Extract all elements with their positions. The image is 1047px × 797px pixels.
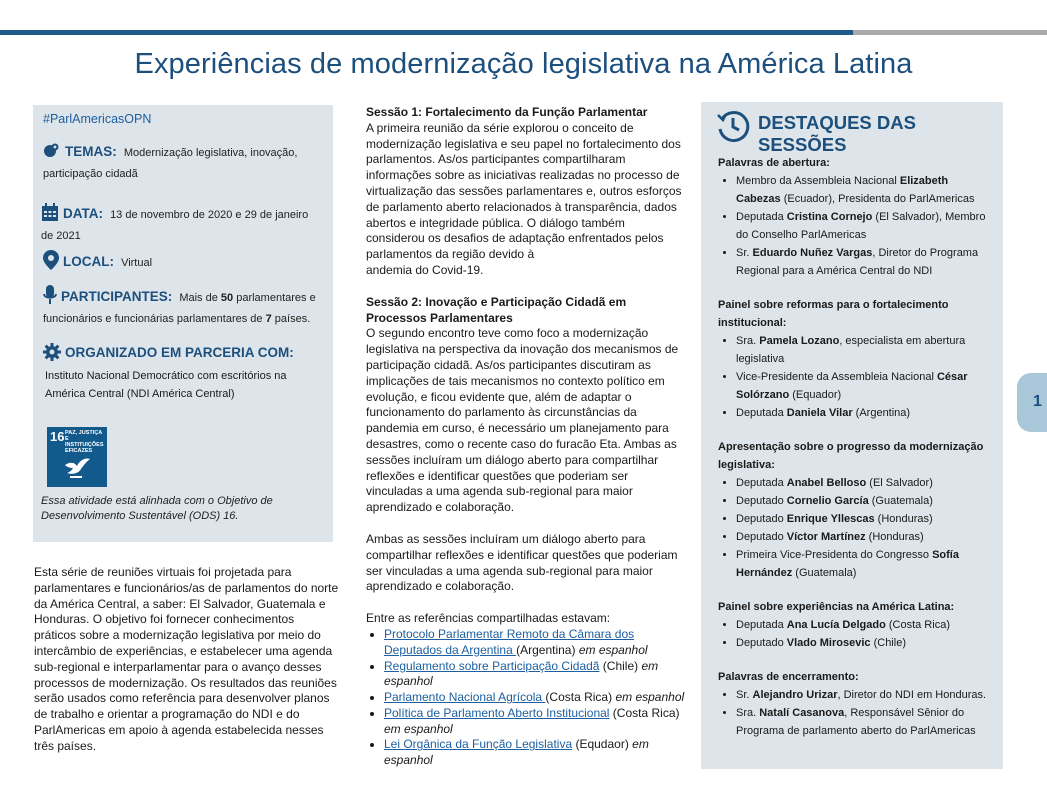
speaker-item: • Deputada Ana Lucía Delgado (Costa Rica) [736, 616, 993, 634]
speaker-item: • Deputado Víctor Martínez (Honduras) [736, 528, 993, 546]
session-2-text: O segundo encontro teve como foco a modernização legislativa na perspectiva da inovação dos mecanismos de participação cidadã. As/os participantes discutiram as implicações de tais mecanismos no contexto político em evolução, e ficou evidente que, além de adaptar o funcionamento do parlamento às circunstâncias da pandemia em curso, é necessário um planejamento para desastres, como o recente caso do furacão Eta. Ambas as sessões incluíram um diálogo aberto para compartilhar reflexões e identificar questões que poderiam ser vinculadas a uma agenda sub-regional para maior aprendizado e colaboração. [366, 326, 679, 515]
sdg-note: Essa atividade está alinhada com o Objetivo de Desenvolvimento Sustentável (ODS) 16. [41, 495, 273, 522]
temas-text-cont: participação cidadã [43, 168, 138, 180]
highlight-list [718, 332, 993, 422]
references-intro: Entre as referências compartilhadas estavam: [366, 611, 611, 626]
speaker-item: • Deputada Anabel Belloso (El Salvador) [736, 474, 993, 492]
shared-dialogue-paragraph: Ambas as sessões incluíram um diálogo aberto para compartilhar reflexões e identificar questões que poderiam ser vinculadas a uma agenda sub-regional para maior aprendizado e colaboração. [366, 531, 678, 594]
org-heading-block [43, 343, 298, 367]
speaker-name: Anabel Belloso [786, 477, 867, 489]
reference-item: • Protocolo Parlamentar Remoto da Câmara dos Deputados da Argentina (Argentina) em espanhol [384, 627, 686, 659]
highlight-section-heading: Palavras de abertura: [718, 157, 830, 169]
speaker-item: • Deputada Cristina Cornejo (El Salvador), Membro do Conselho ParlAmericas [736, 208, 993, 244]
page-number-tab [1017, 373, 1047, 432]
speaker-name: Víctor Martínez [786, 531, 866, 543]
hashtag[interactable]: #ParlAmericasOPN [43, 112, 152, 126]
data-block [41, 203, 331, 245]
speaker-name: Natalí Casanova [759, 707, 845, 719]
highlight-list [718, 172, 993, 280]
data-text: 13 de novembro de 2020 e 29 de janeiro [110, 209, 309, 221]
reference-link[interactable]: Política de Parlamento Aberto Institucional [384, 705, 610, 720]
speaker-name: Eduardo Nuñez Vargas [752, 247, 873, 259]
microphone-icon [43, 285, 57, 311]
countries-count: 7 [265, 313, 272, 325]
speaker-name: Enrique Yllescas [786, 513, 875, 525]
brain-icon [43, 142, 61, 166]
participants-block [43, 285, 328, 328]
reference-link[interactable]: Regulamento sobre Participação Cidadã [384, 658, 600, 673]
org-text: Instituto Nacional Democrático com escritórios na América Central (NDI América Central) [45, 370, 287, 400]
sessions-column [366, 105, 686, 769]
session-highlights-panel [701, 102, 1003, 769]
reference-item: • Política de Parlamento Aberto Institucional (Costa Rica) em espanhol [384, 706, 686, 738]
speaker-item: • Sr. Alejandro Urizar, Diretor do NDI em Honduras. [736, 686, 993, 704]
highlight-list [718, 686, 993, 740]
org-heading: ORGANIZADO EM PARCERIA COM: [65, 345, 294, 360]
top-rule-blue [0, 30, 853, 35]
speaker-item: • Primeira Vice-Presidenta do Congresso Sofía Hernández (Guatemala) [736, 546, 993, 582]
speaker-item: • Deputado Vlado Mirosevic (Chile) [736, 634, 993, 652]
speaker-item: • Sra. Pamela Lozano, especialista em abertura legislativa [736, 332, 993, 368]
clock-icon [716, 109, 750, 148]
dove-icon [61, 451, 93, 483]
temas-block [43, 142, 328, 183]
speaker-name: Vlado Mirosevic [786, 637, 871, 649]
event-info-panel [33, 105, 333, 542]
speaker-name: Pamela Lozano [759, 335, 840, 347]
data-text-cont: de 2021 [41, 230, 81, 242]
references-list [366, 627, 686, 769]
participants-heading: PARTICIPANTES: [61, 289, 173, 304]
participants-text-d: funcionários e funcionárias parlamentares de [43, 313, 263, 325]
speaker-name: César Solórzano [736, 371, 968, 401]
reference-item: • Parlamento Nacional Agrícola (Costa Rica) em espanhol [384, 690, 686, 706]
speaker-item: • Deputado Cornelio García (Guatemala) [736, 492, 993, 510]
highlight-list [718, 616, 993, 652]
page-number: 1 [1033, 393, 1042, 410]
highlight-section-heading: Apresentação sobre o progresso da modernização legislativa: [718, 441, 984, 471]
highlight-section-heading: Palavras de encerramento: [718, 671, 859, 683]
participants-text-a: Mais de [179, 292, 218, 304]
speaker-name: Cornelio García [786, 495, 869, 507]
participants-text-c: parlamentares e [236, 292, 316, 304]
data-heading: DATA: [63, 206, 103, 221]
speaker-name: Sofía Hernández [736, 549, 959, 579]
speaker-item: • Deputada Daniela Vilar (Argentina) [736, 404, 993, 422]
sdg-16-logo [47, 427, 107, 487]
speaker-item: • Vice-Presidente da Assembleia Nacional César Solórzano (Equador) [736, 368, 993, 404]
reference-item: • Regulamento sobre Participação Cidadã (Chile) em espanhol [384, 659, 686, 691]
session-2-title: Sessão 2: Inovação e Participação Cidadã em Processos Parlamentares [366, 294, 627, 325]
speaker-name: Ana Lucía Delgado [786, 619, 886, 631]
sdg-label: PAZ, JUSTIÇA E INSTITUIÇÕES EFICAZES [65, 430, 104, 454]
sdg-number: 16 [50, 429, 65, 444]
speaker-name: Cristina Cornejo [786, 211, 873, 223]
calendar-icon [41, 203, 59, 228]
reference-link[interactable]: Parlamento Nacional Agrícola [384, 690, 546, 705]
speaker-name: Elizabeth Cabezas [736, 175, 949, 205]
session-1-text: A primeira reunião da série explorou o conceito de modernização legislativa e seu papel no fortalecimento dos parlamentos. As/os participantes compartilharam informações sobre as iniciativas realizadas no processo de virtualização das sessões parlamentares e, outros esforços de parlamento aberto relacionados à transparência, dados abertos e integridade pública. O diálogo também considerou os desafios de adaptação enfrentados pelos parlamentos da região devido à [366, 120, 682, 262]
intro-paragraph: Esta série de reuniões virtuais foi projetada para parlamentares e funcionários/as de parlamentos do norte da América Central, a saber: El Salvador, Guatemala e Honduras. O objetivo foi fornecer conhecimentos práticos sobre a modernização legislativa por meio do intercâmbio de experiências, e estabelecer uma agenda sub-regional e interparlamentar para o avanço desses processos de modernização. Os resultados das reuniões serão usados como referência para desenvolver planos de trabalho e orientar a programação do NDI e do ParlAmericas em apoio à agenda estabelecida nesses três países. [34, 565, 339, 753]
location-pin-icon [43, 250, 59, 276]
highlight-section-heading: Painel sobre reformas para o fortalecimento institucional: [718, 299, 949, 329]
participants-text-f: países. [274, 313, 311, 325]
top-rule-gray [853, 30, 1047, 35]
highlights-title: DESTAQUES DAS SESSÕES [758, 112, 916, 155]
local-block [43, 250, 152, 276]
speaker-item: • Membro da Assembleia Nacional Elizabeth Cabezas (Ecuador), Presidenta do ParlAmericas [736, 172, 993, 208]
local-text: Virtual [121, 257, 153, 269]
speaker-item: • Sr. Eduardo Nuñez Vargas, Diretor do Programa Regional para a América Central do NDI [736, 244, 993, 280]
highlights-body [718, 154, 993, 740]
speaker-item: • Deputado Enrique Yllescas (Honduras) [736, 510, 993, 528]
temas-text: Modernização legislativa, inovação, [123, 147, 298, 159]
page-title: Experiências de modernização legislativa na América Latina [134, 48, 913, 80]
session-1-text-cont: andemia do Covid-19. [366, 262, 484, 277]
reference-link[interactable]: Protocolo Parlamentar Remoto da Câmara dos Deputados da Argentina [384, 626, 635, 657]
gear-icon [43, 343, 61, 367]
temas-heading: TEMAS: [65, 144, 117, 159]
highlight-section-heading: Painel sobre experiências na América Latina: [718, 601, 955, 613]
participants-count: 50 [220, 292, 234, 304]
local-heading: LOCAL: [63, 254, 114, 269]
reference-link[interactable]: Lei Orgânica da Função Legislativa [384, 737, 573, 752]
session-1-title: Sessão 1: Fortalecimento da Função Parlamentar [366, 105, 648, 119]
reference-item: • Lei Orgânica da Função Legislativa (Equdaor) em espanhol [384, 737, 686, 769]
speaker-name: Daniela Vilar [786, 407, 853, 419]
speaker-name: Alejandro Urizar [752, 689, 838, 701]
speaker-item: • Sra. Natalí Casanova, Responsável Sênior do Programa de parlamento aberto do ParlAmericas [736, 704, 993, 740]
highlight-list [718, 474, 993, 582]
